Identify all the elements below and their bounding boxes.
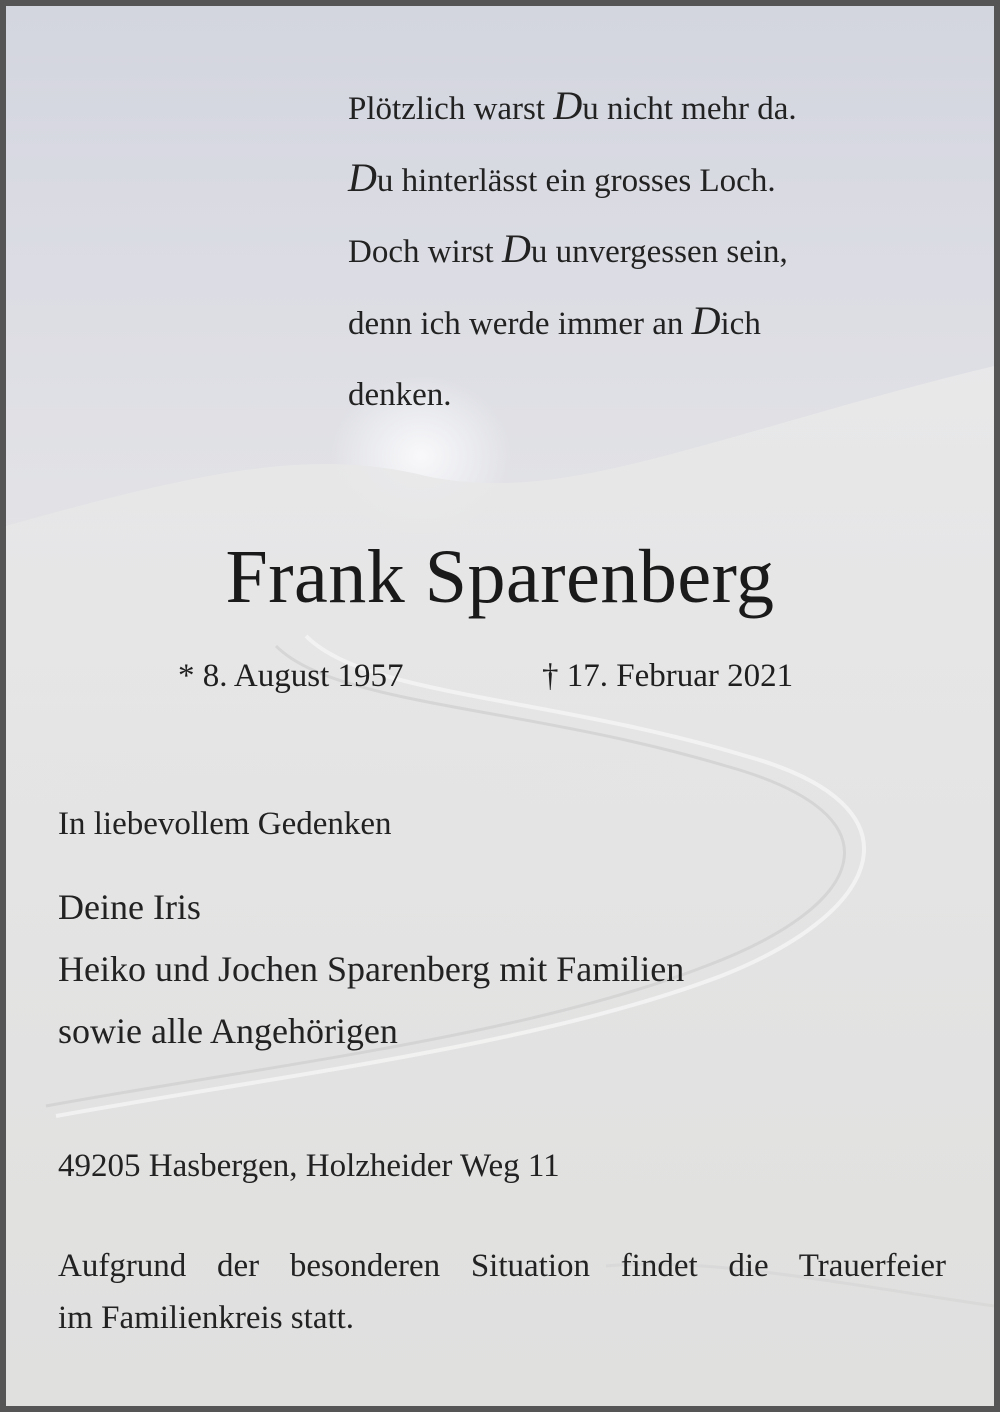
poem (348, 72, 797, 430)
poem-line: Du hinterlässt ein grosses Loch. (348, 154, 776, 200)
mourner-line: Deine Iris (58, 887, 201, 927)
poem-initial: D (691, 297, 721, 343)
poem-initial: D (553, 83, 583, 128)
poem-initial: D (501, 226, 531, 271)
address: 49205 Hasbergen, Holzheider Weg 11 (58, 1148, 560, 1184)
birth-date: * 8. August 1957 (178, 658, 404, 694)
poem-initial: D (348, 154, 377, 200)
mourner-line: sowie alle Angehörigen (58, 1011, 398, 1051)
poem-line: denn ich werde immer an Dich (348, 297, 761, 343)
mourner-line: Heiko und Jochen Sparenberg mit Familien (58, 949, 685, 989)
funeral-notice (58, 1240, 948, 1344)
notice-line: im Familienkreis statt. (58, 1300, 355, 1336)
poem-line: Doch wirst Du unvergessen sein, (348, 226, 788, 271)
death-date: † 17. Februar 2021 (542, 658, 794, 694)
notice-line: Aufgrund der besonderen Situation findet die Trauerfeier (58, 1248, 946, 1284)
deceased-name: Frank Sparenberg (225, 535, 775, 619)
poem-line: Plötzlich warst Du nicht mehr da. (348, 83, 797, 128)
poem-line: denken. (348, 377, 452, 413)
mourners-list (58, 876, 684, 1062)
memorial-phrase: In liebevollem Gedenken (58, 806, 392, 842)
